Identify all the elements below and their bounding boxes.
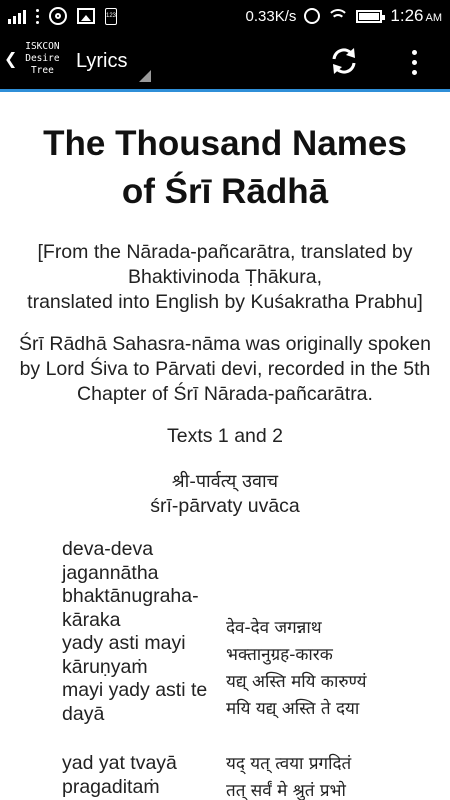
verse-line: मयि यद्य् अस्ति ते दया bbox=[226, 699, 360, 719]
status-right-icons bbox=[246, 5, 442, 27]
battery-icon bbox=[356, 10, 382, 23]
intro-line: Chapter of Śrī Nārada-pañcarātra. bbox=[77, 383, 373, 405]
verse-line: तत् सर्वं मे श्रुतं प्रभो bbox=[226, 781, 346, 800]
logo-line: ISKCON bbox=[25, 41, 60, 52]
title-line: The Thousand Names bbox=[43, 124, 407, 163]
verse-line: kāruṇyaṁ bbox=[62, 655, 148, 678]
network-speed: 0.33K/s bbox=[245, 7, 297, 25]
intro-paragraph bbox=[0, 332, 450, 407]
verse1-transliteration bbox=[62, 538, 222, 726]
source-line: translated into English by Kuśakratha Prabhu] bbox=[27, 291, 423, 313]
intro-line: by Lord Śiva to Pārvati devi, recorded in the 5th bbox=[19, 358, 431, 380]
page-title bbox=[0, 120, 450, 216]
gallery-icon bbox=[77, 8, 95, 24]
refresh-icon bbox=[328, 45, 360, 77]
overflow-menu-button[interactable] bbox=[402, 47, 426, 77]
verse-line: mayi yady asti te bbox=[62, 679, 208, 701]
verse-line: यद्य् अस्ति मयि कारुण्यं bbox=[226, 672, 367, 692]
source-line: [From the Nārada-pañcarātra, translated by bbox=[37, 241, 413, 263]
verse-line: yady asti mayi bbox=[62, 632, 186, 654]
verse1-devanagari bbox=[226, 615, 446, 723]
chevron-left-icon: ❮ bbox=[4, 51, 18, 68]
overflow-dot bbox=[412, 50, 417, 55]
verse-line: yad yat tvayā bbox=[62, 752, 177, 774]
app-title-spinner[interactable]: Lyrics bbox=[76, 50, 128, 72]
status-bar bbox=[0, 0, 450, 33]
source-note bbox=[0, 240, 450, 315]
overflow-dot bbox=[412, 60, 417, 65]
source-line: Bhaktivinoda Ṭhākura, bbox=[127, 266, 323, 288]
transliteration-heading: śrī-pārvaty uvāca bbox=[150, 495, 300, 517]
status-left-icons bbox=[8, 5, 117, 27]
overflow-dot bbox=[412, 70, 417, 75]
intro-line: Śrī Rādhā Sahasra-nāma was originally spoken bbox=[19, 333, 431, 355]
spinner-dropdown-icon[interactable] bbox=[139, 70, 151, 82]
clock bbox=[390, 6, 442, 26]
logo-line: Desire bbox=[25, 53, 60, 64]
more-notifications-icon bbox=[36, 9, 39, 24]
verse-line: bhaktānugraha- bbox=[62, 585, 199, 607]
alarm-icon bbox=[304, 8, 320, 24]
signal-icon bbox=[8, 8, 26, 24]
verse-line: देव-देव जगन्नाथ bbox=[226, 618, 322, 638]
title-line: of Śrī Rādhā bbox=[121, 172, 329, 211]
verse-line: dayā bbox=[62, 702, 105, 725]
app-bar bbox=[0, 33, 450, 89]
clock-time: 1:26 bbox=[390, 6, 424, 25]
verse-line: यद् यत् त्वया प्रगदितं bbox=[226, 754, 352, 774]
verse-line: kāraka bbox=[62, 608, 121, 631]
whatsapp-icon bbox=[49, 7, 67, 25]
verse2-transliteration bbox=[62, 752, 222, 799]
verse2-devanagari bbox=[226, 751, 446, 800]
texts-heading: Texts 1 and 2 bbox=[167, 425, 283, 447]
verse-line: deva-deva bbox=[62, 538, 154, 560]
verse-line: भक्तानुग्रह-कारक bbox=[226, 645, 333, 665]
refresh-button[interactable] bbox=[328, 45, 360, 77]
lyrics-content[interactable] bbox=[0, 92, 450, 800]
verse-line: jagannātha bbox=[62, 561, 159, 584]
clock-ampm: AM bbox=[425, 12, 442, 24]
up-navigation-button[interactable] bbox=[4, 41, 65, 77]
number-badge-icon: 123 bbox=[105, 8, 117, 25]
wifi-icon bbox=[328, 9, 348, 23]
devanagari-heading: श्री-पार्वत्य् उवाच bbox=[171, 471, 279, 492]
verse-line: pragaditaṁ bbox=[62, 775, 160, 798]
app-logo bbox=[19, 41, 65, 77]
logo-line: Tree bbox=[30, 65, 54, 76]
